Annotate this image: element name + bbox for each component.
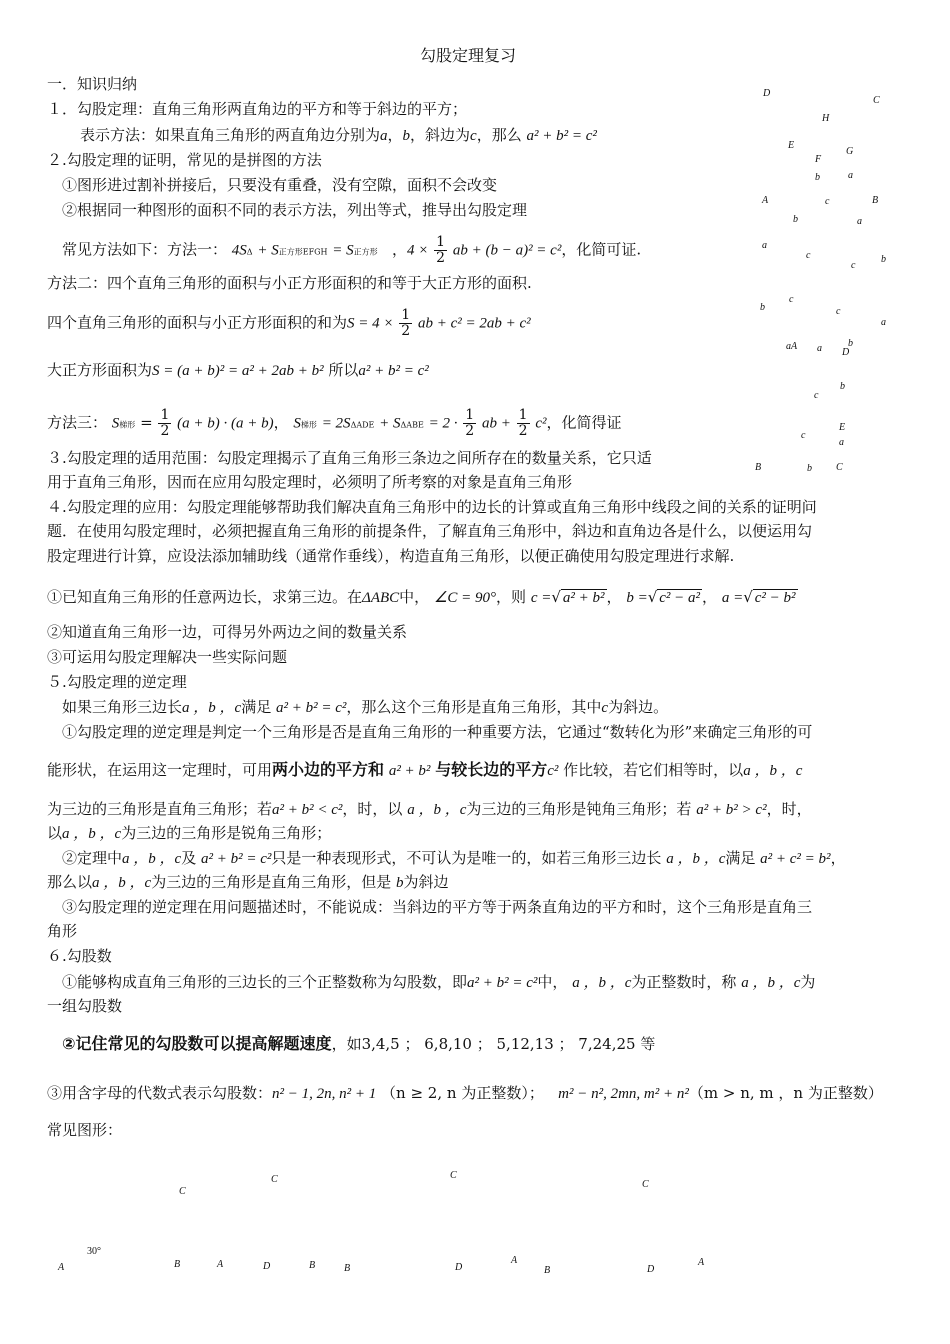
- vertex-label: B: [309, 1260, 316, 1271]
- vertex-label: D: [842, 347, 850, 358]
- paragraph: ３.勾股定理的适用范围：勾股定理揭示了直角三角形三条边之间所存在的数量关系，它只适: [47, 449, 652, 467]
- vertex-label: b: [760, 302, 765, 313]
- vertex-label: c: [814, 390, 819, 401]
- vertex-label: D: [647, 1264, 655, 1275]
- vertex-label: B: [544, 1265, 551, 1276]
- vertex-label: a: [817, 343, 822, 354]
- method-one: 常见方法如下：方法一： 4SΔ + S正方形EFGH = S正方形 ，4 × $\frac{1}{2}$ ab + (b − a)² = c²，化简可证.: [62, 234, 642, 266]
- paragraph: 股定理进行计算，应设法添加辅助线（通常作垂线），构造直角三角形，以便正确使用勾股定理进行求解.: [47, 547, 735, 565]
- vertex-label: a: [881, 317, 886, 328]
- vertex-label: A: [58, 1262, 65, 1273]
- vertex-label: D: [263, 1261, 271, 1272]
- paragraph: ③勾股定理的逆定理在用问题描述时，不能说成：当斜边的平方等于两条直角边的平方和时，这个三角形是直角三: [62, 898, 813, 916]
- paragraph: 能形状，在运用这一定理时，可用两小边的平方和 a² + b² 与较长边的平方c² 作比较，若它们相等时，以a ，b ，c: [47, 760, 803, 779]
- vertex-label: b: [793, 214, 798, 225]
- vertex-label: C: [642, 1179, 649, 1190]
- paragraph: 表示方法：如果直角三角形的两直角边分别为a，b，斜边为c，那么 a² + b² = c²: [80, 126, 597, 144]
- paragraph: ③可运用勾股定理解决一些实际问题: [47, 648, 288, 666]
- vertex-label: aA: [786, 341, 798, 352]
- vertex-label: D: [763, 88, 771, 99]
- paragraph: 题．在使用勾股定理时，必须把握直角三角形的前提条件，了解直角三角形中，斜边和直角边各是什么，以便运用勾: [47, 522, 813, 540]
- paragraph: ４.勾股定理的应用：勾股定理能够帮助我们解决直角三角形中的边长的计算或直角三角形中线段之间的关系的证明问: [47, 498, 817, 516]
- vertex-label: G: [846, 146, 854, 157]
- paragraph: ②知道直角三角形一边，可得另外两边之间的数量关系: [47, 623, 408, 641]
- vertex-label: E: [839, 422, 846, 433]
- vertex-label: A: [217, 1259, 224, 1270]
- vertex-label: C: [450, 1170, 457, 1181]
- vertex-label: B: [872, 195, 879, 206]
- paragraph: １．勾股定理：直角三角形两直角边的平方和等于斜边的平方；: [47, 100, 468, 118]
- vertex-label: c: [825, 196, 830, 207]
- vertex-label: c: [836, 306, 841, 317]
- vertex-label: F: [815, 154, 822, 165]
- vertex-label: E: [788, 140, 795, 151]
- vertex-label: B: [344, 1263, 351, 1274]
- paragraph: ①能够构成直角三角形的三边长的三个正整数称为勾股数，即a² + b² = c²中， a ，b ，c为正整数时，称 a ，b ，c为: [62, 973, 816, 991]
- paragraph: ②定理中a ，b ，c及 a² + b² = c²只是一种表现形式，不可认为是唯一的，如若三角形三边长 a ，b ，c满足 a² + c² = b²，: [62, 849, 846, 867]
- vertex-label: C: [271, 1174, 278, 1185]
- vertex-label: c: [806, 250, 811, 261]
- vertex-label: H: [822, 113, 830, 124]
- paragraph: ③用含字母的代数式表示勾股数：n² − 1, 2n, n² + 1 （n ≥ 2, n 为正整数）； m² − n², 2mn, m² + n²（m > n, m ，n 为正整数）: [47, 1084, 883, 1102]
- vertex-label: b: [840, 381, 845, 392]
- vertex-label: B: [755, 462, 762, 473]
- paragraph: 那么以a ，b ，c为三边的三角形是直角三角形，但是 b为斜边: [47, 873, 449, 891]
- paragraph: ２.勾股定理的证明，常见的是拼图的方法: [47, 151, 322, 169]
- vertex-label: b: [848, 338, 853, 349]
- vertex-label: b: [807, 463, 812, 474]
- method-three: 方法三： S梯形 = $\frac{1}{2}$ (a + b) · (a + b)， S梯形 = 2SΔADE + SΔABE = 2 · $\frac{1}{2}$ ab + $\frac{1}{2}$ c²，化简得证: [47, 407, 622, 439]
- vertex-label: A: [511, 1255, 518, 1266]
- paragraph: 以a ，b ，c为三边的三角形是锐角三角形；: [47, 824, 332, 842]
- paragraph: ①勾股定理的逆定理是判定一个三角形是否是直角三角形的一种重要方法，它通过“数转化为形”来确定三角形的可: [62, 723, 813, 741]
- vertex-label: C: [873, 95, 880, 106]
- section-heading: 一．知识归纳: [47, 75, 138, 93]
- paragraph: 为三边的三角形是直角三角形；若a² + b² < c²，时，以 a ，b ，c为三边的三角形是钝角三角形；若 a² + b² > c²，时，: [47, 800, 812, 818]
- vertex-label: B: [174, 1259, 181, 1270]
- vertex-label: A: [698, 1257, 705, 1268]
- paragraph: 四个直角三角形的面积与小正方形面积的和为S = 4 × $\frac{1}{2}$ ab + c² = 2ab + c²: [47, 307, 531, 339]
- vertex-label: b: [815, 172, 820, 183]
- paragraph: ５.勾股定理的逆定理: [47, 673, 187, 691]
- paragraph: ②根据同一种图形的面积不同的表示方法，列出等式，推导出勾股定理: [62, 201, 528, 219]
- paragraph: 大正方形面积为S = (a + b)² = a² + 2ab + b² 所以a² + b² = c²: [47, 361, 429, 379]
- paragraph: 如果三角形三边长a ，b ，c满足 a² + b² = c²，那么这个三角形是直角三角形，其中c为斜边。: [62, 698, 669, 716]
- paragraph: 角形: [47, 922, 78, 940]
- paragraph: ②记住常见的勾股数可以提高解题速度，如3,4,5 ； 6,8,10 ； 5,12,13 ； 7,24,25 等: [62, 1034, 656, 1053]
- vertex-label: c: [851, 260, 856, 271]
- vertex-label: a: [857, 216, 862, 227]
- vertex-label: C: [179, 1186, 186, 1197]
- vertex-label: a: [848, 170, 853, 181]
- vertex-label: A: [762, 195, 769, 206]
- vertex-label: C: [836, 462, 843, 473]
- paragraph: ①已知直角三角形的任意两边长，求第三边。在ΔABC中， ∠C = 90°，则 c =√ a² + b² ， b =√ c² − a² ， a =√ c² − b²: [47, 588, 796, 606]
- paragraph: 一组勾股数: [47, 997, 123, 1015]
- vertex-label: D: [455, 1262, 463, 1273]
- vertex-label: 30°: [87, 1246, 101, 1257]
- page-title: 勾股定理复习: [420, 46, 517, 65]
- paragraph: ①图形进过割补拼接后，只要没有重叠，没有空隙，面积不会改变: [62, 176, 498, 194]
- figures-label: 常见图形：: [47, 1121, 123, 1139]
- vertex-label: c: [789, 294, 794, 305]
- vertex-label: a: [762, 240, 767, 251]
- vertex-label: b: [881, 254, 886, 265]
- vertex-label: c: [801, 430, 806, 441]
- paragraph: 方法二：四个直角三角形的面积与小正方形面积的和等于大正方形的面积.: [47, 274, 532, 292]
- vertex-label: a: [839, 437, 844, 448]
- paragraph: 用于直角三角形，因而在应用勾股定理时，必须明了所考察的对象是直角三角形: [47, 473, 573, 491]
- paragraph: ６.勾股数: [47, 947, 112, 965]
